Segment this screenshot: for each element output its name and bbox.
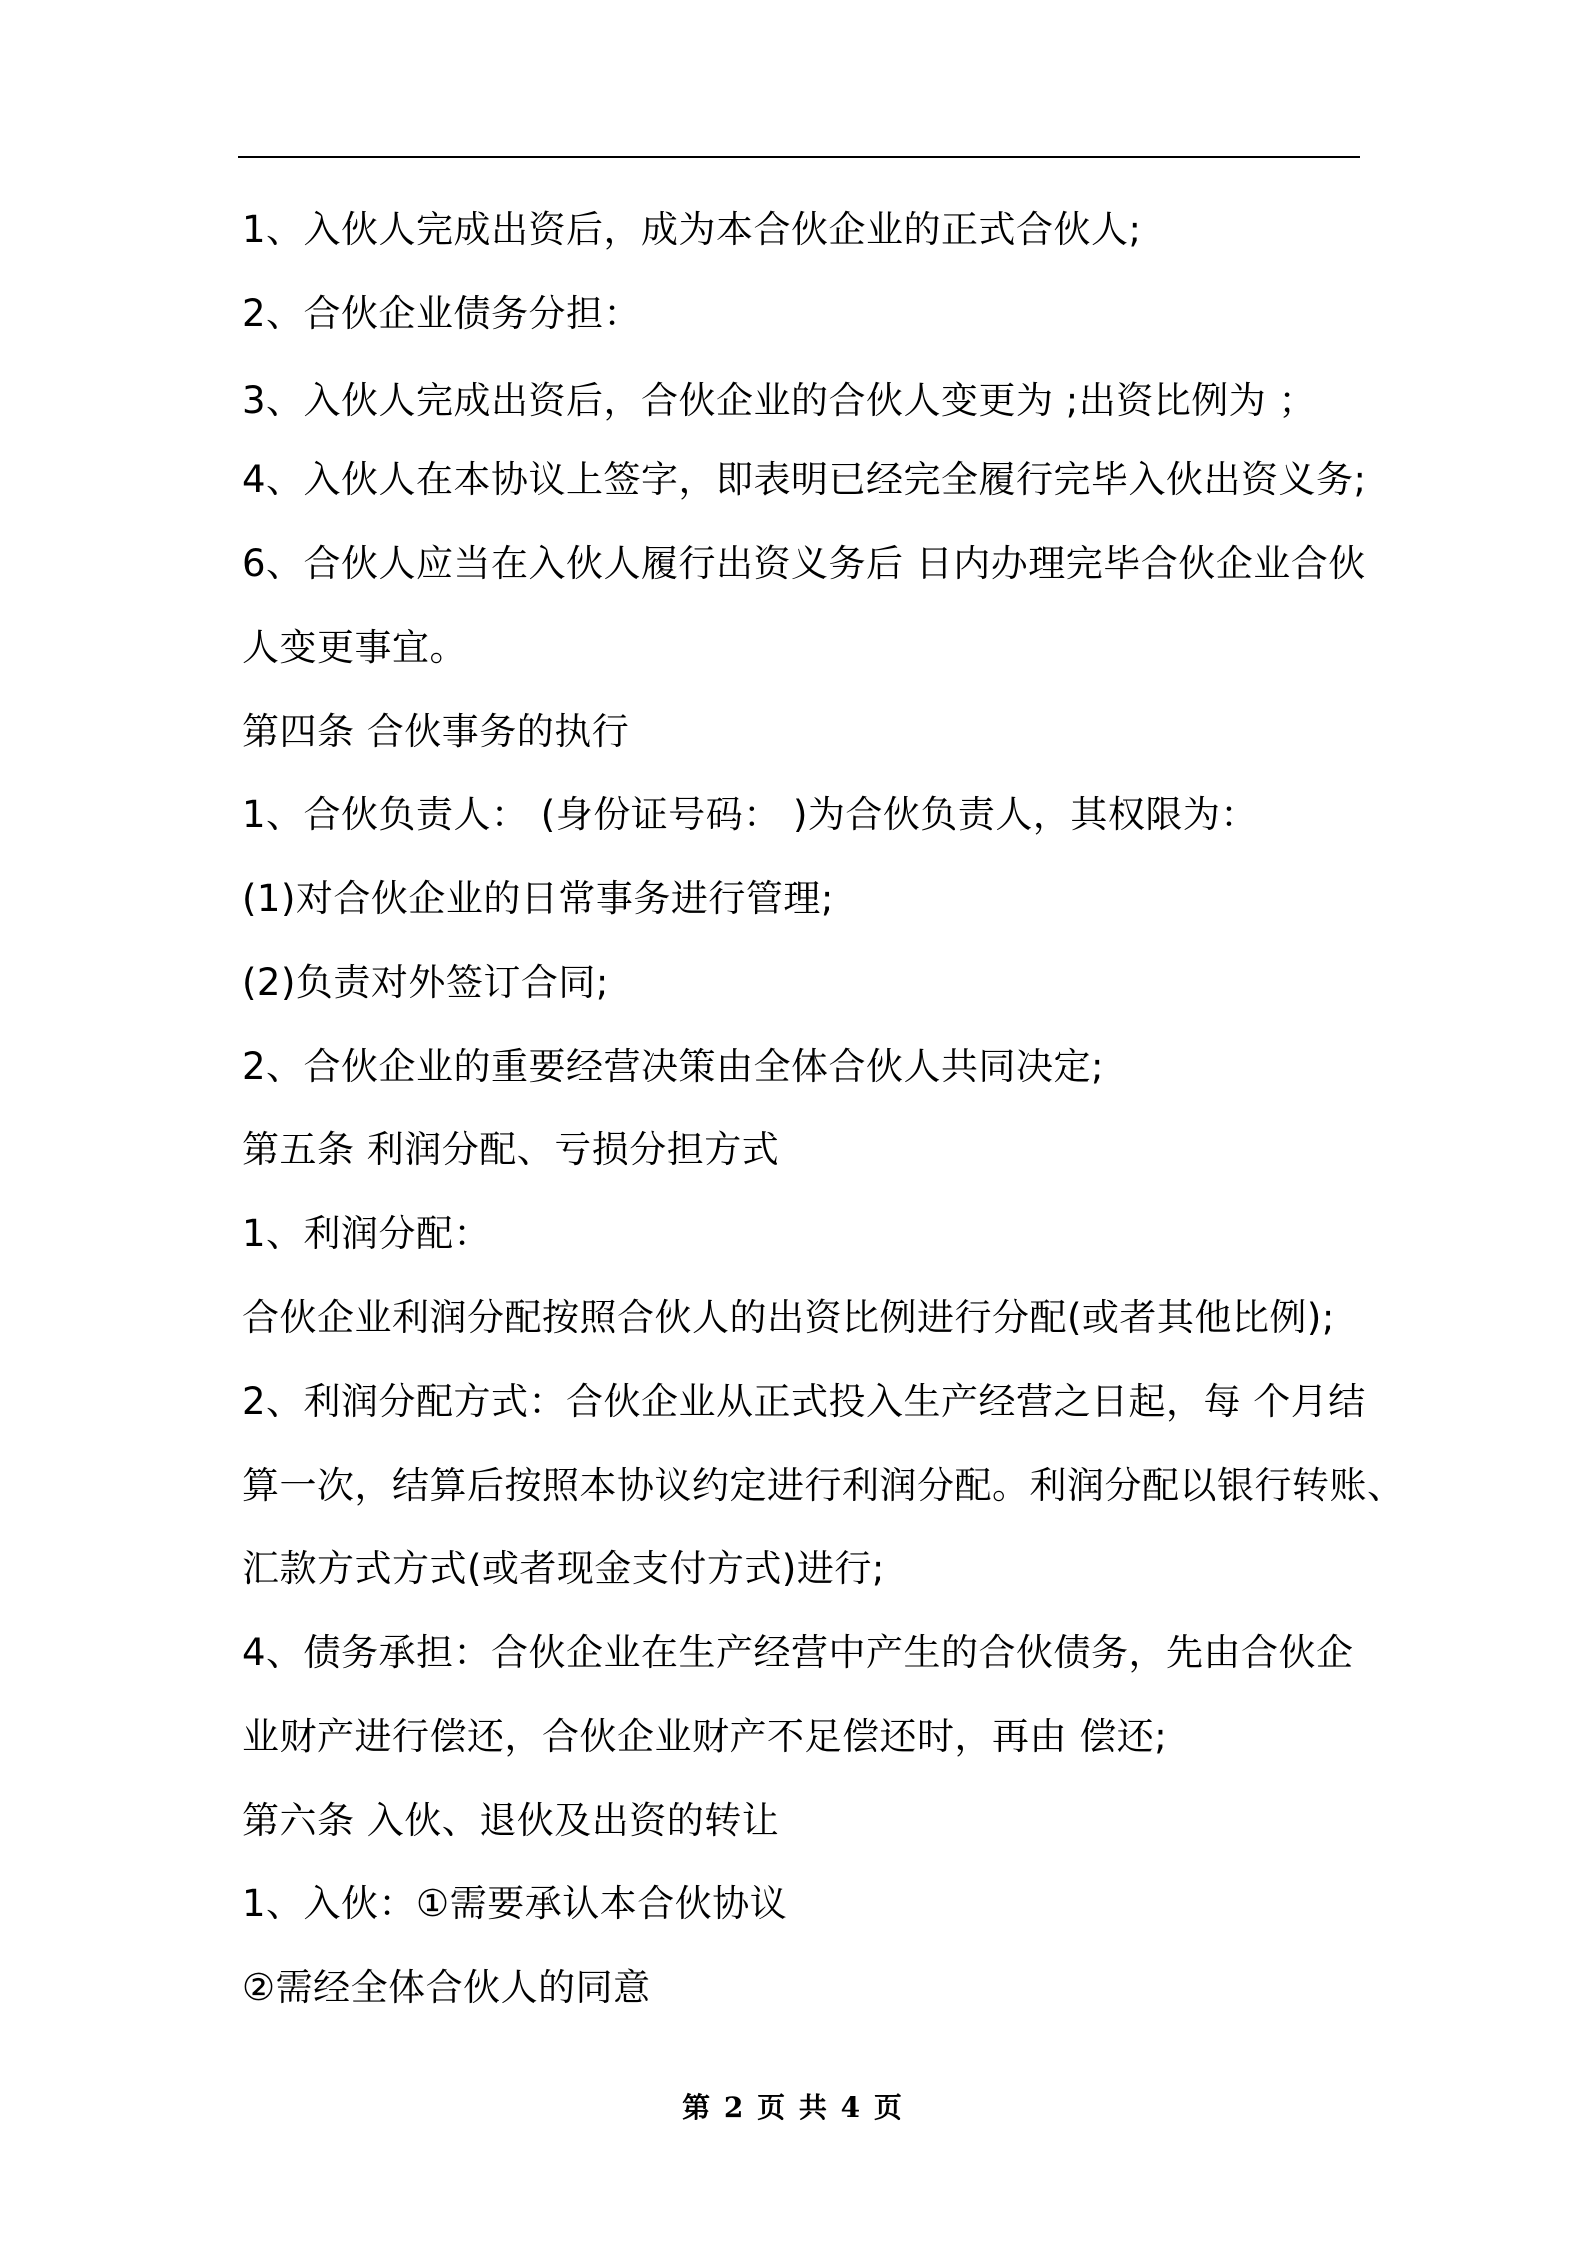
text-line: 算一次，结算后按照本协议约定进行利润分配。利润分配以银行转账、 xyxy=(242,1464,1405,1507)
text-line: 2、合伙企业的重要经营决策由全体合伙人共同决定; xyxy=(242,1045,1105,1088)
section-heading: 第四条 合伙事务的执行 xyxy=(242,710,630,753)
text-line: 汇款方式方式(或者现金支付方式)进行; xyxy=(242,1547,885,1590)
text-line: 2、合伙企业债务分担： xyxy=(242,292,642,335)
text-line: 2、利润分配方式：合伙企业从正式投入生产经营之日起，每 个月结 xyxy=(242,1380,1366,1423)
section-heading: 第六条 入伙、退伙及出资的转让 xyxy=(242,1799,780,1842)
text-line: ②需经全体合伙人的同意 xyxy=(242,1966,651,2009)
text-line: (1)对合伙企业的日常事务进行管理; xyxy=(242,877,834,920)
section-heading: 第五条 利润分配、亏损分担方式 xyxy=(242,1128,780,1171)
text-line: 业财产进行偿还，合伙企业财产不足偿还时，再由 偿还; xyxy=(242,1715,1168,1758)
page-number-footer: 第 2 页 共 4 页 xyxy=(682,2091,904,2124)
text-line: 人变更事宜。 xyxy=(242,626,467,669)
text-line: 4、债务承担：合伙企业在生产经营中产生的合伙债务，先由合伙企 xyxy=(242,1631,1354,1674)
text-line: (2)负责对外签订合同; xyxy=(242,961,609,1004)
text-line: 4、入伙人在本协议上签字，即表明已经完全履行完毕入伙出资义务; xyxy=(242,458,1367,501)
text-line: 6、合伙人应当在入伙人履行出资义务后 日内办理完毕合伙企业合伙 xyxy=(242,542,1366,585)
text-line: 3、入伙人完成出资后，合伙企业的合伙人变更为 ;出资比例为 ； xyxy=(242,379,1317,422)
text-line: 1、合伙负责人： (身份证号码： )为合伙负责人，其权限为： xyxy=(242,793,1258,836)
header-rule xyxy=(238,156,1360,158)
text-line: 1、入伙：①需要承认本合伙协议 xyxy=(242,1882,788,1925)
text-line: 合伙企业利润分配按照合伙人的出资比例进行分配(或者其他比例); xyxy=(242,1296,1335,1339)
text-line: 1、入伙人完成出资后，成为本合伙企业的正式合伙人; xyxy=(242,208,1142,251)
text-line: 1、利润分配： xyxy=(242,1212,492,1255)
